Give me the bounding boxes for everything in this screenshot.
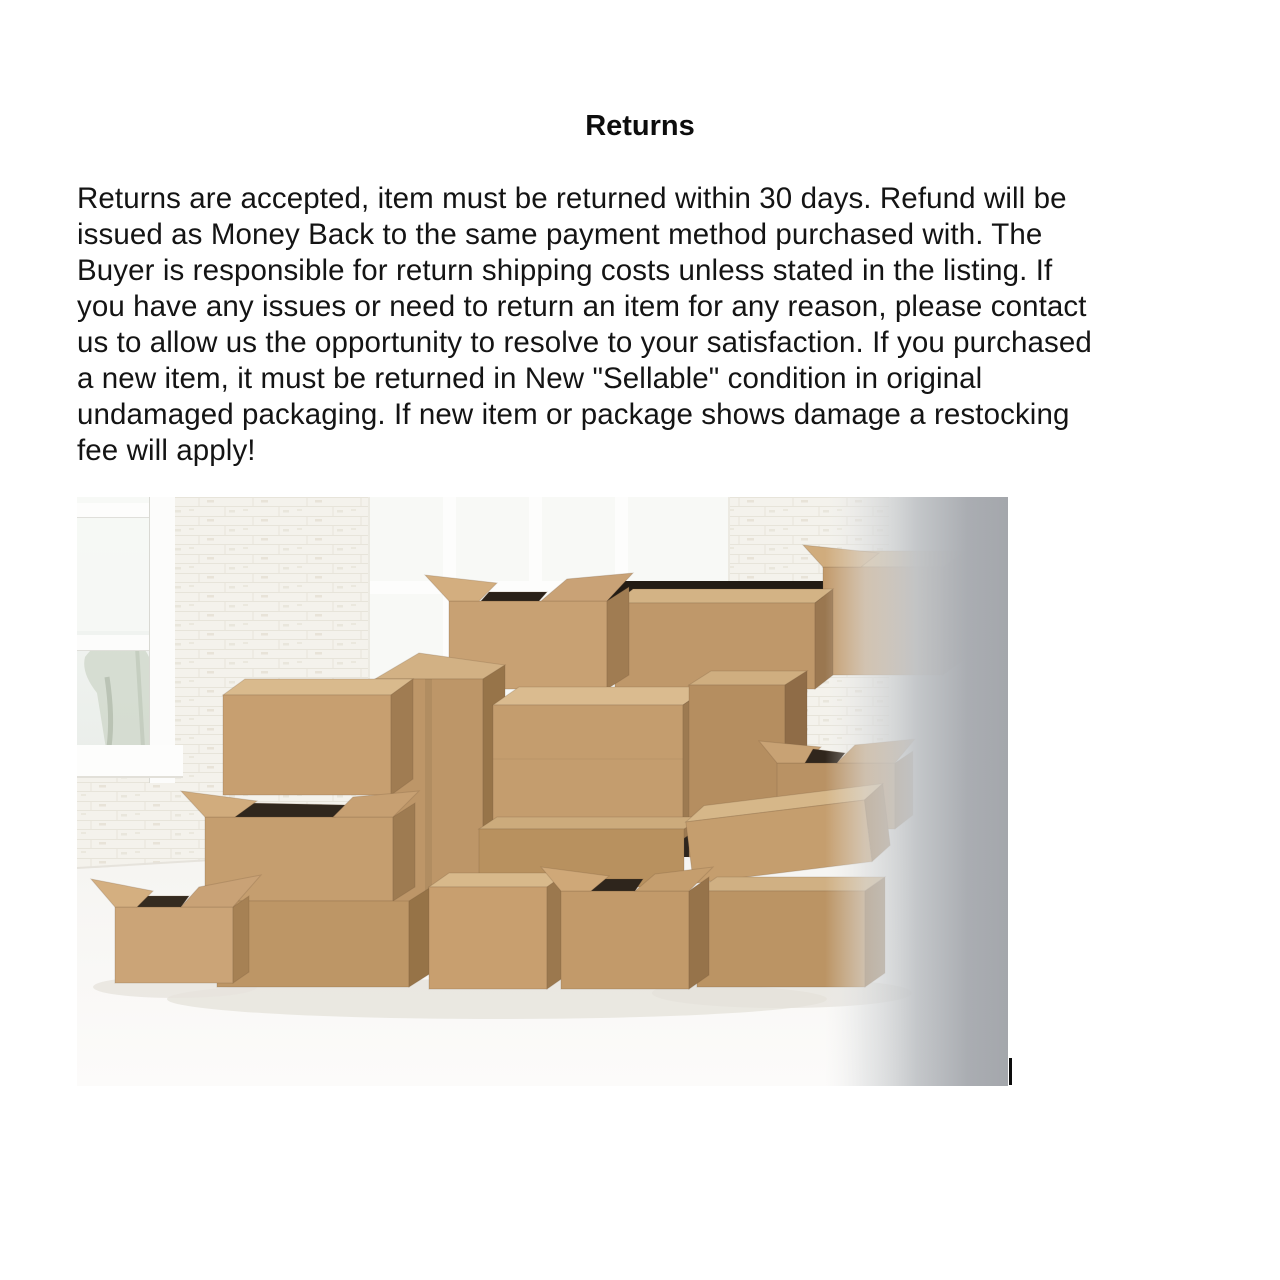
body-line: us to allow us the opportunity to resolve to your satisfaction. If you purchased <box>77 326 1092 359</box>
returns-policy-paragraph <box>77 181 1280 469</box>
page-title: Returns <box>585 110 695 142</box>
body-line: fee will apply! <box>77 434 256 467</box>
body-line: a new item, it must be returned in New "Sellable" condition in original <box>77 362 983 395</box>
text-caret <box>1009 1058 1012 1085</box>
body-line: you have any issues or need to return an item for any reason, please contact <box>77 290 1087 323</box>
returns-photo <box>77 497 1008 1086</box>
body-line: issued as Money Back to the same payment method purchased with. The <box>77 218 1043 251</box>
boxes-photo-illustration <box>77 497 1008 1086</box>
body-line: Returns are accepted, item must be returned within 30 days. Refund will be <box>77 182 1067 215</box>
body-line: Buyer is responsible for return shipping costs unless stated in the listing. If <box>77 254 1053 287</box>
body-line: undamaged packaging. If new item or package shows damage a restocking <box>77 398 1070 431</box>
